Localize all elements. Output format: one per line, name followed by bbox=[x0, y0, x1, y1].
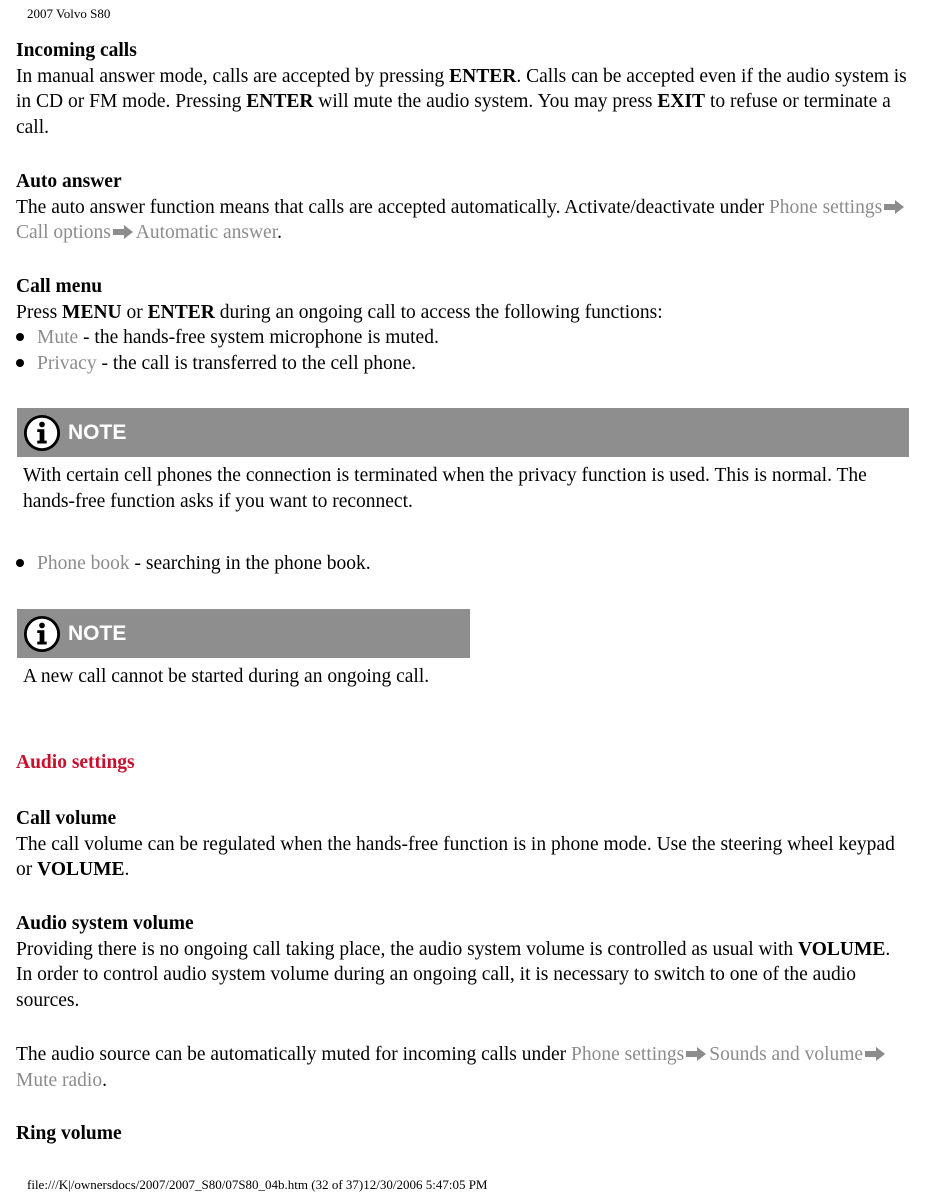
menu-path-mute-radio: Mute radio bbox=[16, 1069, 103, 1091]
ring-volume-heading: Ring volume bbox=[16, 1123, 122, 1144]
note-label: NOTE bbox=[68, 420, 127, 444]
menu-path-call-options: Call options bbox=[16, 222, 111, 244]
auto-answer-text: The auto answer function means that calls are accepted automatically. Activate/deactivate under Phone settingsCall options Automatic answer. bbox=[16, 195, 909, 246]
note-label: NOTE bbox=[68, 621, 127, 645]
list-item: Privacy - the call is transferred to the cell phone. bbox=[16, 351, 416, 377]
menu-path-phone-settings: Phone settings bbox=[768, 196, 883, 218]
call-volume-text: The call volume can be regulated when the hands-free function is in phone mode. Use the steering wheel keypad or VOLUME. bbox=[16, 833, 895, 881]
menu-item-mute: Mute bbox=[37, 327, 79, 348]
audio-settings-heading: Audio settings bbox=[16, 752, 135, 773]
info-icon bbox=[23, 414, 61, 452]
bullet-dot bbox=[16, 559, 24, 567]
info-icon bbox=[23, 615, 61, 653]
note-banner bbox=[17, 609, 470, 658]
menu-path-phone-settings: Phone settings bbox=[571, 1044, 685, 1065]
audio-system-volume-text: Providing there is no ongoing call taking place, the audio system volume is controlled as usual with VOLUME. In order to control audio system volume during an ongoing call, it is necessary to switch to one of the audio sources. bbox=[16, 938, 891, 1011]
note-banner bbox=[17, 408, 909, 457]
mute-radio-paragraph: The audio source can be automatically muted for incoming calls under Phone settings Sounds and volumeMute radio. bbox=[16, 1042, 909, 1093]
call-menu-section bbox=[16, 274, 909, 325]
arrow-right-icon bbox=[113, 225, 133, 239]
auto-answer-heading: Auto answer bbox=[16, 171, 122, 192]
menu-item-privacy: Privacy bbox=[37, 353, 97, 374]
menu-path-sounds-and-volume: Sounds and volume bbox=[709, 1044, 864, 1065]
menu-item-phone-book: Phone book bbox=[37, 553, 130, 574]
document-footer: file:///K|/ownersdocs/2007/2007_S80/07S80_04b.htm (32 of 37)12/30/2006 5:47:05 PM bbox=[27, 1177, 488, 1192]
call-menu-text: Press MENU or ENTER during an ongoing call to access the following functions: bbox=[16, 301, 663, 323]
audio-system-volume-heading: Audio system volume bbox=[16, 913, 194, 934]
bullet-dot bbox=[16, 333, 24, 341]
audio-system-volume-section bbox=[16, 911, 909, 1013]
document-header: 2007 Volvo S80 bbox=[27, 6, 111, 21]
incoming-calls-heading: Incoming calls bbox=[16, 40, 137, 61]
list-item: Phone book - searching in the phone book. bbox=[16, 551, 371, 577]
note-text: A new call cannot be started during an ongoing call. bbox=[23, 666, 430, 687]
arrow-right-icon bbox=[686, 1047, 706, 1061]
bullet-dot bbox=[16, 359, 24, 367]
list-item: Mute - the hands-free system microphone is muted. bbox=[16, 325, 439, 351]
menu-path-automatic-answer: Automatic answer bbox=[135, 222, 278, 244]
call-volume-section bbox=[16, 806, 909, 883]
note-text: With certain cell phones the connection is terminated when the privacy function is used. This is normal. The hands-free function asks if you want to reconnect. bbox=[23, 465, 867, 512]
arrow-right-icon bbox=[884, 200, 904, 214]
call-volume-heading: Call volume bbox=[16, 808, 117, 829]
auto-answer-section bbox=[16, 169, 909, 246]
incoming-calls-text: In manual answer mode, calls are accepted by pressing ENTER. Calls can be accepted even if the audio system is in CD or FM mode. Pressing ENTER will mute the audio system. You may press EXIT to refuse or terminate a call. bbox=[16, 65, 907, 138]
arrow-right-icon bbox=[865, 1047, 885, 1061]
call-menu-heading: Call menu bbox=[16, 276, 103, 297]
incoming-calls-section bbox=[16, 38, 909, 140]
